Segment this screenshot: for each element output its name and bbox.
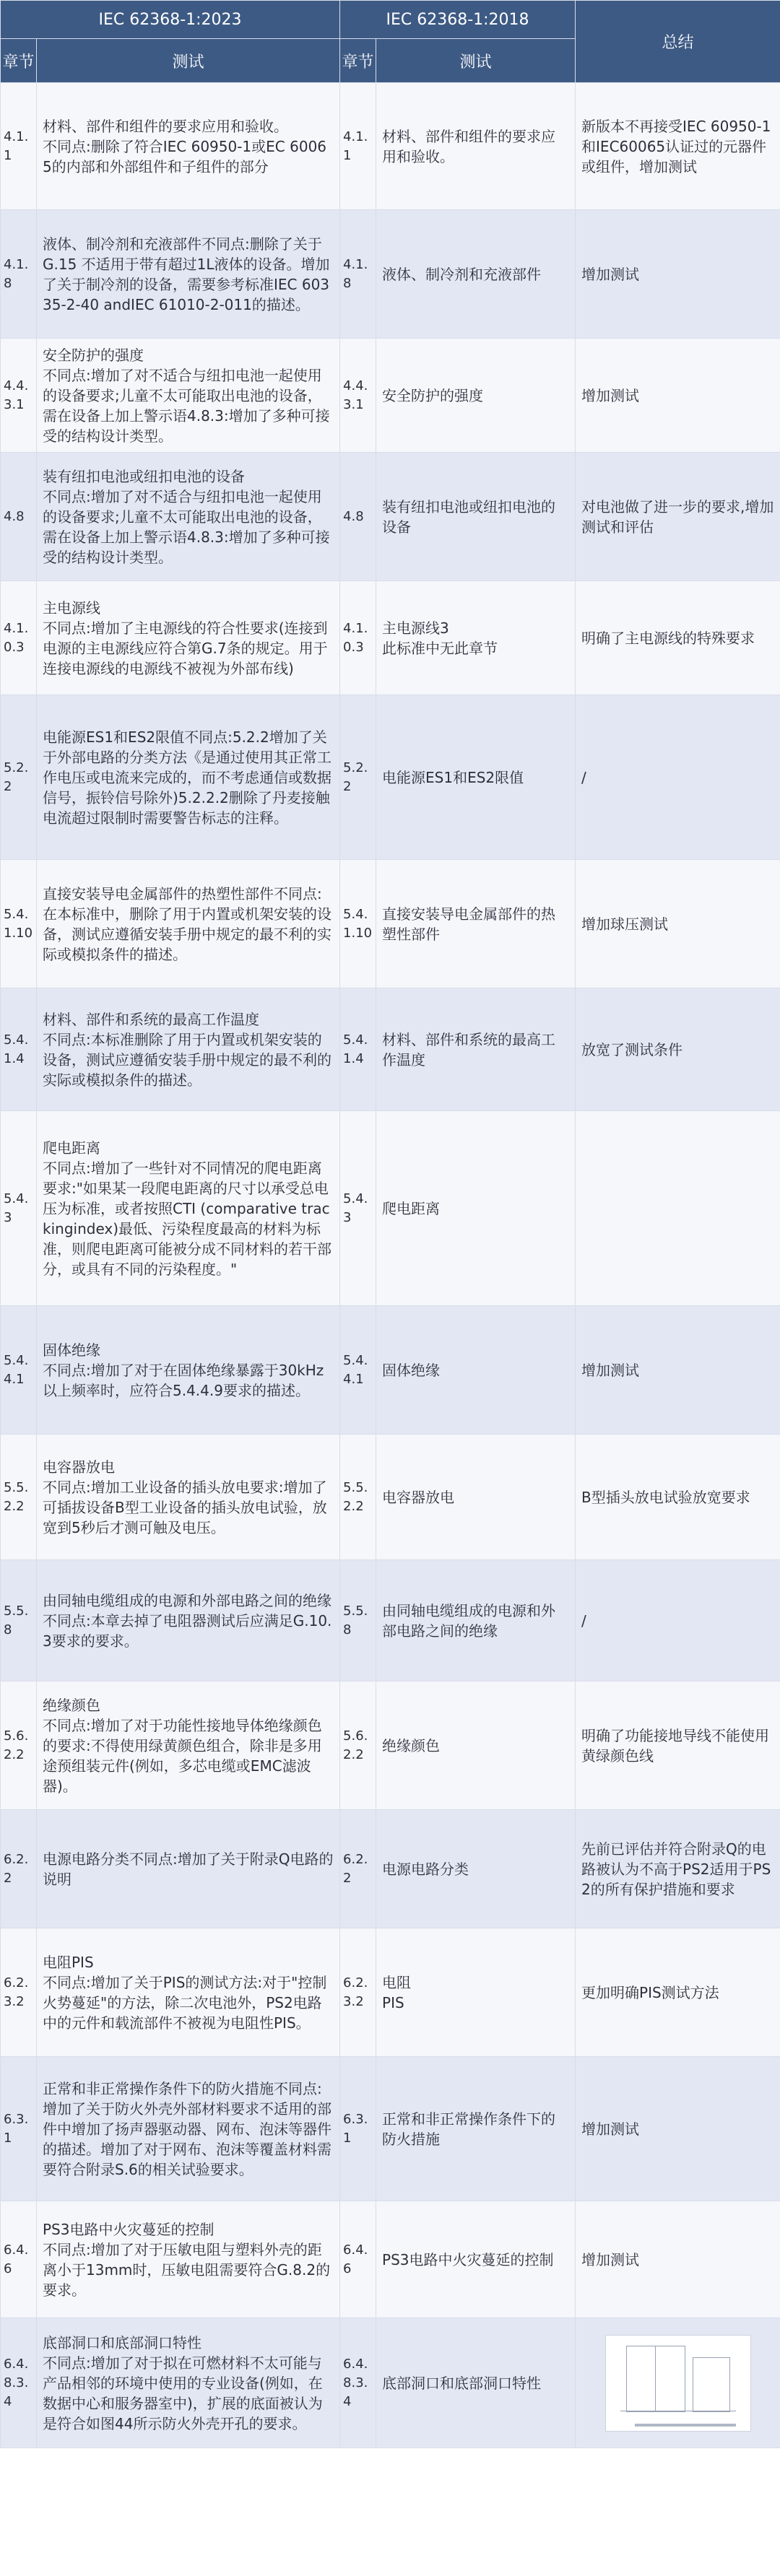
figure-thumbnail-image [605,2335,751,2432]
table-row [1,210,780,339]
test-2018-cell: PS3电路中火灾蔓延的控制 [376,2201,576,2318]
test-2023-difference: 不同点:本标准删除了用于内置或机架安装的设备，测试应遵循安装手册中规定的最不利的实际或模拟条件的描述。 [43,1030,332,1089]
header-2018: IEC 62368-1:2018 [340,1,576,39]
header-section-2023: 章节 [1,39,37,83]
test-2023-cell [37,860,340,988]
test-2023-cell [37,339,340,453]
test-2023-difference: 不同点:增加工业设备的插头放电要求:增加了可插拔设备B型工业设备的插头放电试验，放宽到5秒后才测可触及电压。 [43,1478,327,1536]
section-2018-cell: 6.4.6 [340,2201,376,2318]
section-2018-cell: 6.4.8.3.4 [340,2318,376,2448]
section-2018-cell: 5.4.3 [340,1111,376,1306]
summary-cell: / [576,1560,780,1681]
summary-cell: 增加测试 [576,339,780,453]
test-2023-difference: 不同点:增加了对不适合与纽扣电池一起使用的设备要求;儿童不太可能取出电池的设备，需在设备上加上警示语4.8.3:增加了多种可接受的结构设计类型。 [43,366,330,445]
summary-cell: 对电池做了进一步的要求,增加测试和评估 [576,453,780,581]
test-2018-cell: 装有纽扣电池或纽扣电池的设备 [376,453,576,581]
table-row [1,453,780,581]
section-2023-cell: 5.4.1.4 [1,988,37,1111]
test-2023-cell [37,1560,340,1681]
test-2018-cell: 底部洞口和底部洞口特性 [376,2318,576,2448]
section-2023-cell: 6.2.3.2 [1,1928,37,2057]
test-2023-difference: 不同点:增加了对于功能性接地导体绝缘颜色的要求:不得使用绿黄颜色组合，除非是多用途预组装元件(例如，多芯电缆或EMC滤波器)。 [43,1716,322,1795]
table-body [1,83,780,2448]
table-row [1,2057,780,2201]
section-2018-cell: 4.1.0.3 [340,581,376,695]
table-row [1,339,780,453]
test-2018-cell: 电阻 PIS [376,1928,576,2057]
test-2023-title: 爬电距离 [43,1139,100,1157]
test-2023-title: 正常和非正常操作条件下的防火措施不同点:增加了关于防火外壳外部材料要求不适用的部件中增加了扬声器驱动器、网布、泡沫等器件的描述。增加了对于网布、泡沫等覆盖材料需要符合附录S.6的相关试验要求。 [43,2079,332,2178]
table-row [1,2201,780,2318]
section-2023-cell: 5.4.3 [1,1111,37,1306]
table-row [1,1810,780,1928]
test-2023-cell [37,1111,340,1306]
summary-cell: 先前已评估并符合附录Q的电路被认为不高于PS2适用于PS2的所有保护措施和要求 [576,1810,780,1928]
table-row [1,695,780,860]
test-2023-title: 固体绝缘 [43,1341,100,1359]
test-2023-cell [37,210,340,339]
section-2023-cell: 5.5.8 [1,1560,37,1681]
test-2018-cell: 电能源ES1和ES2限值 [376,695,576,860]
test-2023-title: 直接安装导电金属部件的热塑性部件不同点:在本标准中，删除了用于内置或机架安装的设备，测试应遵循安装手册中规定的最不利的实际或模拟条件的描述。 [43,884,332,963]
test-2023-difference: 不同点:增加了关于PIS的测试方法:对于"控制火势蔓延"的方法，除二次电池外，PS2电路中的元件和载流部件不被视为电阻性PIS。 [43,1973,327,2032]
header-section-2018: 章节 [340,39,376,83]
test-2023-title: 由同轴电缆组成的电源和外部电路之间的绝缘 [43,1591,332,1609]
section-2018-cell: 5.4.1.10 [340,860,376,988]
test-2023-cell [37,1306,340,1435]
test-2023-cell [37,988,340,1111]
section-2018-cell: 4.4.3.1 [340,339,376,453]
test-2018-cell: 材料、部件和系统的最高工作温度 [376,988,576,1111]
test-2023-difference: 不同点:本章去掉了电阻器测试后应满足G.10.3要求的要求。 [43,1611,332,1650]
section-2018-cell: 4.1.8 [340,210,376,339]
table-row [1,581,780,695]
summary-cell [576,1111,780,1306]
test-2023-title: 材料、部件和组件的要求应用和验收。 [43,117,288,135]
summary-cell: 增加测试 [576,2201,780,2318]
summary-cell: 放宽了测试条件 [576,988,780,1111]
test-2018-cell: 正常和非正常操作条件下的防火措施 [376,2057,576,2201]
section-2018-cell: 6.2.2 [340,1810,376,1928]
test-2023-title: 安全防护的强度 [43,346,144,364]
section-2018-cell: 4.1.1 [340,83,376,210]
summary-cell: 明确了主电源线的特殊要求 [576,581,780,695]
section-2023-cell: 5.5.2.2 [1,1435,37,1560]
section-2023-cell: 4.8 [1,453,37,581]
test-2023-difference: 不同点:增加了主电源线的符合性要求(连接到电源的主电源线应符合第G.7条的规定。用于连接电源线的电源线不被视为外部布线) [43,619,328,677]
test-2023-difference: 不同点:增加了对不适合与纽扣电池一起使用的设备要求;儿童不太可能取出电池的设备，需在设备上加上警示语4.8.3:增加了多种可接受的结构设计类型。 [43,487,330,566]
test-2018-cell: 主电源线3 此标准中无此章节 [376,581,576,695]
test-2018-cell: 电容器放电 [376,1435,576,1560]
test-2023-title: 绝缘颜色 [43,1696,100,1714]
section-2018-cell: 6.2.3.2 [340,1928,376,2057]
section-2018-cell: 5.5.2.2 [340,1435,376,1560]
table-row [1,1111,780,1306]
test-2023-title: 电能源ES1和ES2限值不同点:5.2.2增加了关于外部电路的分类方法《是通过使用其正常工作电压或电流来完成的，而不考虑通信或数据信号，振铃信号除外)5.2.2.2删除了丹麦接触电流超过限制时需要警告标志的注释。 [43,728,332,827]
table-row [1,2318,780,2448]
test-2023-cell [37,1435,340,1560]
table-row [1,1928,780,2057]
test-2023-title: 材料、部件和系统的最高工作温度 [43,1010,259,1028]
section-2018-cell: 5.6.2.2 [340,1681,376,1810]
section-2023-cell: 5.4.4.1 [1,1306,37,1435]
header-test-2018: 测试 [376,39,576,83]
test-2018-cell: 电源电路分类 [376,1810,576,1928]
test-2023-cell [37,2057,340,2201]
test-2018-cell: 固体绝缘 [376,1306,576,1435]
section-2023-cell: 5.2.2 [1,695,37,860]
test-2023-title: 电源电路分类不同点:增加了关于附录Q电路的说明 [43,1850,334,1888]
test-2023-title: PS3电路中火灾蔓延的控制 [43,2220,214,2238]
test-2023-title: 电容器放电 [43,1458,115,1476]
section-2023-cell: 4.1.0.3 [1,581,37,695]
table-row [1,1681,780,1810]
section-2023-cell: 6.3.1 [1,2057,37,2201]
summary-cell: / [576,695,780,860]
section-2018-cell: 6.3.1 [340,2057,376,2201]
section-2023-cell: 4.4.3.1 [1,339,37,453]
test-2023-title: 装有纽扣电池或纽扣电池的设备 [43,467,245,485]
section-2023-cell: 4.1.8 [1,210,37,339]
test-2023-cell [37,1681,340,1810]
table-row [1,1435,780,1560]
test-2023-difference: 不同点:增加了对于在固体绝缘暴露于30kHz以上频率时，应符合5.4.4.9要求的描述。 [43,1361,324,1399]
test-2023-difference: 不同点:删除了符合IEC 60950-1或EC 60065的内部和外部组件和子组件的部分 [43,137,327,175]
table-row [1,1306,780,1435]
test-2023-difference: 不同点:增加了对于压敏电阻与塑料外壳的距离小于13mm时，压敏电阻需要符合G.8.2的要求。 [43,2240,331,2299]
section-2018-cell: 5.2.2 [340,695,376,860]
test-2018-cell: 由同轴电缆组成的电源和外部电路之间的绝缘 [376,1560,576,1681]
test-2018-cell: 安全防护的强度 [376,339,576,453]
summary-cell [576,2318,780,2448]
summary-cell: 新版本不再接受IEC 60950-1和IEC60065认证过的元器件或组件，增加测试 [576,83,780,210]
section-2023-cell: 6.4.8.3.4 [1,2318,37,2448]
test-2023-cell [37,2201,340,2318]
test-2023-cell [37,1928,340,2057]
test-2023-cell [37,2318,340,2448]
test-2018-cell: 爬电距离 [376,1111,576,1306]
test-2023-title: 主电源线 [43,599,100,617]
summary-cell: B型插头放电试验放宽要求 [576,1435,780,1560]
section-2018-cell: 5.5.8 [340,1560,376,1681]
summary-cell: 增加测试 [576,210,780,339]
header-2023: IEC 62368-1:2023 [1,1,340,39]
summary-cell: 增加测试 [576,1306,780,1435]
test-2023-cell [37,453,340,581]
test-2023-cell [37,581,340,695]
test-2023-difference: 不同点:增加了一些针对不同情况的爬电距离要求:"如果某一段爬电距离的尺寸以承受总电压为标准，或者按照CTI (comparative trackingindex)最低、污染程度最高的材料为标准，则爬电距离可能被分成不同材料的若干部分，或具有不同的污染程度。" [43,1159,332,1278]
test-2018-cell: 绝缘颜色 [376,1681,576,1810]
section-2023-cell: 5.4.1.10 [1,860,37,988]
section-2023-cell: 6.4.6 [1,2201,37,2318]
summary-cell: 更加明确PIS测试方法 [576,1928,780,2057]
section-2023-cell: 6.2.2 [1,1810,37,1928]
table-row [1,83,780,210]
test-2023-difference: 不同点:增加了对于拟在可燃材料不太可能与产品相邻的环境中使用的专业设备(例如，在数据中心和服务器室中)，扩展的底面被认为是符合如图44所示防火外壳开孔的要求。 [43,2354,323,2432]
section-2018-cell: 5.4.4.1 [340,1306,376,1435]
test-2023-title: 电阻PIS [43,1953,94,1971]
test-2023-title: 液体、制冷剂和充液部件不同点:删除了关于G.15 不适用于带有超过1L液体的设备。增加了关于制冷剂的设备，需要参考标准IEC 60335-2-40 andIEC 61010-2-011的描述。 [43,235,330,313]
summary-cell: 增加测试 [576,2057,780,2201]
test-2018-cell: 材料、部件和组件的要求应用和验收。 [376,83,576,210]
test-2023-cell [37,83,340,210]
section-2023-cell: 4.1.1 [1,83,37,210]
test-2023-cell [37,1810,340,1928]
table-row [1,988,780,1111]
test-2023-title: 底部洞口和底部洞口特性 [43,2333,202,2351]
test-2018-cell: 液体、制冷剂和充液部件 [376,210,576,339]
header-test-2023: 测试 [37,39,340,83]
test-2018-cell: 直接安装导电金属部件的热塑性部件 [376,860,576,988]
header-row-standards [1,1,780,39]
section-2018-cell: 4.8 [340,453,376,581]
section-2018-cell: 5.4.1.4 [340,988,376,1111]
test-2023-cell [37,695,340,860]
summary-cell: 明确了功能接地导线不能使用黄绿颜色线 [576,1681,780,1810]
header-summary: 总结 [576,1,780,83]
section-2023-cell: 5.6.2.2 [1,1681,37,1810]
table-row [1,860,780,988]
table-row [1,1560,780,1681]
summary-cell: 增加球压测试 [576,860,780,988]
